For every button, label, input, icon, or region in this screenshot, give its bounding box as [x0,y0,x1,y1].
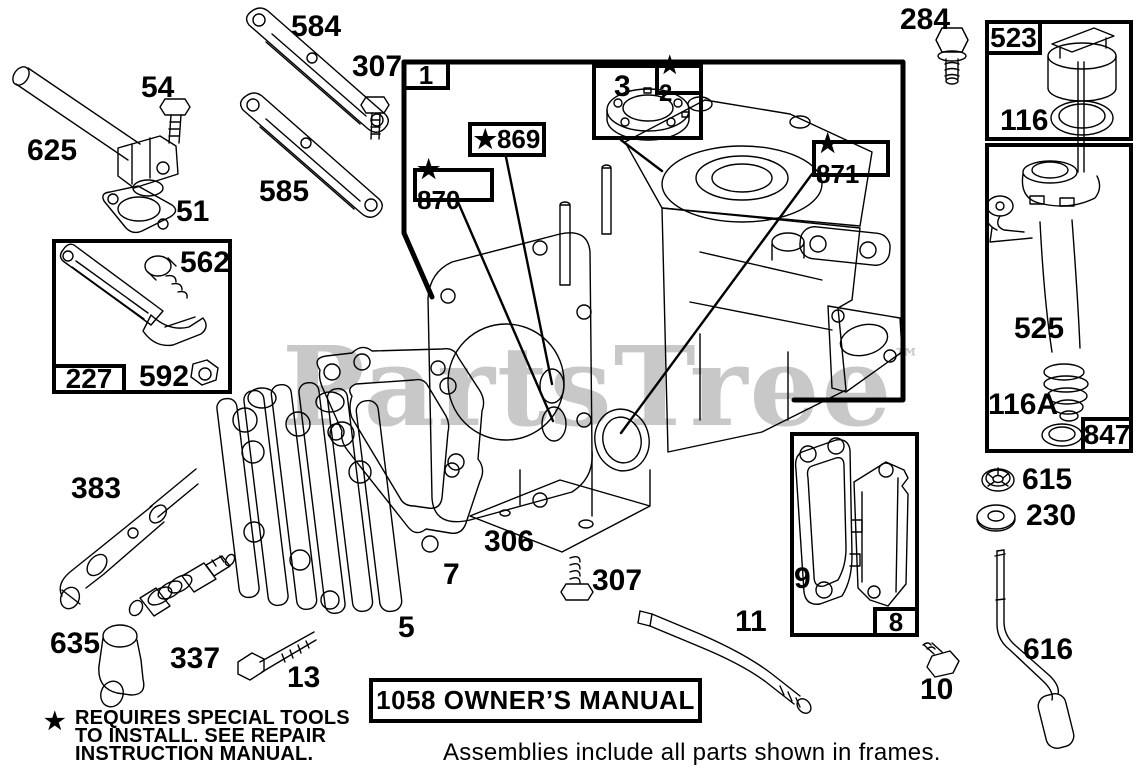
washer-615 [982,468,1014,491]
label-9: 9 [794,562,811,595]
frame-8 [790,432,919,637]
label-284: 284 [900,3,951,36]
label-54: 54 [141,71,175,104]
label-525: 525 [1014,312,1065,345]
frames-caption: Assemblies include all parts shown in frames. [443,739,941,766]
frame-label-8: 8 [873,607,919,637]
elbow-635 [97,625,144,710]
spark-plug-337 [127,553,237,618]
label-307-top: 307 [352,50,403,83]
footnote-star-icon: ★ [44,708,66,735]
bolt-307-bottom [561,557,593,600]
label-10: 10 [920,673,954,706]
label-116a: 116A [988,388,1059,421]
callout-box-869: ★869 [468,122,546,157]
cylinder-head-5 [216,382,403,615]
frame-label-523: 523 [985,20,1042,55]
callout-box-871: ★ 871 [812,140,890,177]
footnote-line-3: INSTRUCTION MANUAL. [75,743,314,765]
label-562: 562 [180,246,231,279]
label-307-bottom: 307 [592,564,643,597]
bolt-10 [923,643,959,677]
callout-box-3-2 [592,52,703,140]
label-337: 337 [170,642,221,675]
label-116: 116 [1000,104,1049,137]
frame-label-847: 847 [1081,417,1133,453]
washer-230 [977,505,1015,531]
trademark-symbol: ™ [893,344,920,374]
label-5: 5 [398,611,415,644]
bolt-284 [936,28,968,84]
label-7: 7 [443,558,460,591]
label-306: 306 [484,525,535,558]
label-625: 625 [27,134,78,167]
label-383: 383 [71,472,122,505]
frame-label-227: 227 [52,364,126,394]
label-616: 616 [1023,633,1074,666]
bolt-54 [160,99,190,143]
label-11: 11 [735,605,767,638]
label-635: 635 [50,627,101,660]
label-592: 592 [139,360,190,393]
partstree-watermark: PartsTree™ [282,322,920,451]
label-585: 585 [259,175,310,208]
owners-manual-box: 1058 OWNER’S MANUAL [369,678,702,723]
label-584: 584 [291,10,342,43]
label-13: 13 [287,661,321,694]
callout-box-1: 1 [402,60,450,90]
callout-box-2: ★ 2 [655,64,703,95]
label-615: 615 [1022,463,1073,496]
label-3: 3 [614,70,631,103]
gasket-51 [103,186,176,232]
footnote-text [75,709,350,763]
leader-lines [458,140,812,433]
footnote-line-2: TO INSTALL. SEE REPAIR [75,725,327,747]
label-230: 230 [1026,499,1077,532]
footnote-line-1: REQUIRES SPECIAL TOOLS [75,707,350,729]
callout-box-870: ★ 870 [413,168,494,202]
label-51: 51 [176,195,210,228]
